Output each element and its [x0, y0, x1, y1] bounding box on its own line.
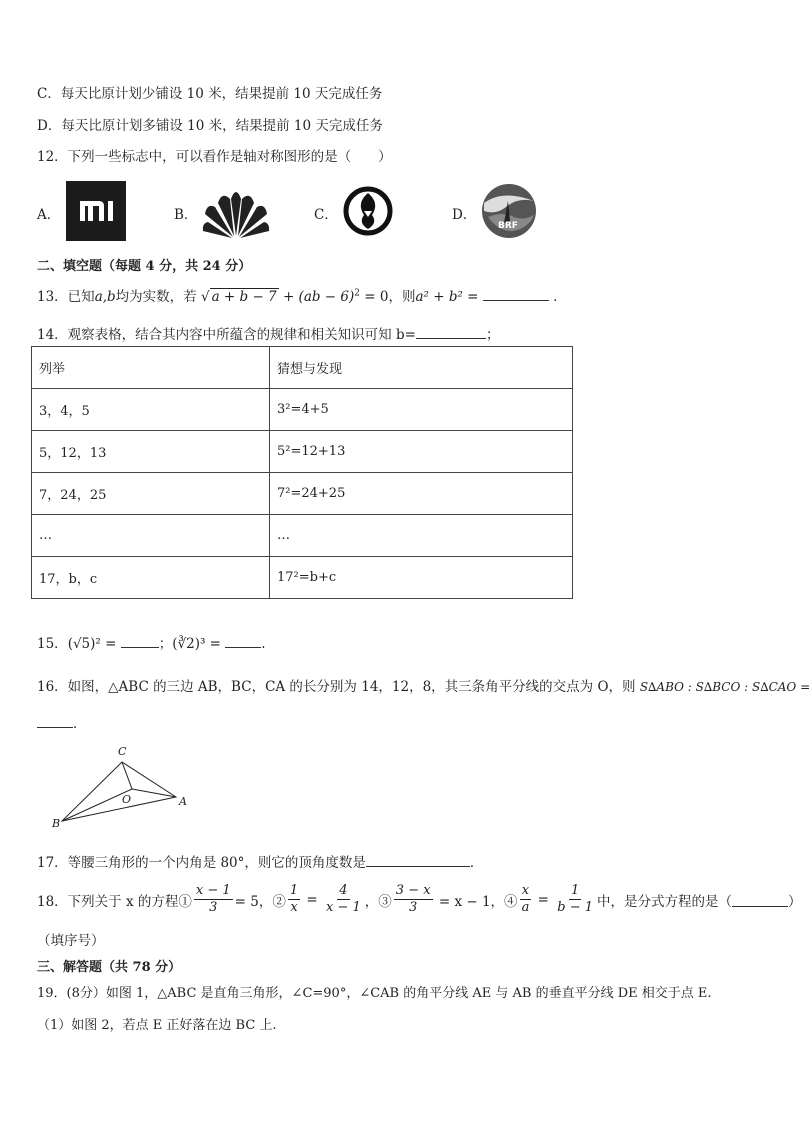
q13-vars: a,b	[94, 289, 116, 305]
huawei-petals	[200, 181, 272, 241]
table-cell: 5²=12+13	[270, 431, 573, 473]
q17-end: ．	[469, 855, 484, 871]
question-18	[37, 883, 801, 916]
q16-answer-line	[37, 712, 87, 732]
q18-eq-2: =	[302, 891, 323, 908]
table-cell: 5，12，13	[32, 431, 270, 473]
q14-end: ；	[485, 327, 500, 343]
q16-ratio: S∆ABO : S∆BCO : S∆CAO =	[639, 680, 810, 694]
q12-option-b-label: B．	[174, 207, 198, 223]
q18-eq-4: = x − 1，④	[434, 893, 518, 910]
q18-eq-3: ，③	[364, 893, 392, 910]
q18-fraction-1: $\frac{x - 1}{3}$	[195, 883, 231, 915]
triangle-figure	[48, 745, 198, 830]
section-3-heading: 三、解答题（共 78 分）	[37, 960, 182, 975]
q15-prefix: 15．	[37, 636, 68, 652]
q17-text: 17．等腰三角形的一个内角是 80°，则它的顶角度数是	[37, 855, 366, 871]
q15-blank-2[interactable]	[225, 633, 261, 648]
bat-symbol-glyph	[338, 181, 398, 241]
q18-close: ）	[787, 893, 802, 910]
table-header-cell: 列举	[32, 347, 270, 389]
table-cell: 3，4，5	[32, 389, 270, 431]
table-row	[32, 389, 573, 431]
question-12-stem: 12．下列一些标志中，可以看作是轴对称图形的是（ ）	[37, 149, 392, 165]
table-row	[32, 473, 573, 515]
q13-then: ，则	[388, 289, 416, 305]
brf-logo	[478, 181, 540, 241]
table-cell: …	[270, 515, 573, 557]
q16-text: 16．如图，△ABC 的三边 AB，BC，CA 的长分别为 14，12，8，其三条角平分线的交点为 O，则	[37, 679, 636, 695]
option-d: D．每天比原计划多铺设 10 米，结果提前 10 天完成任务	[37, 118, 383, 134]
q13-sqrt: √ a + b − 7	[200, 289, 277, 305]
xiaomi-logo-glyph	[66, 181, 126, 241]
q18-prefix: 18．下列关于 x 的方程①	[37, 893, 192, 910]
table-cell: 3²=4+5	[270, 389, 573, 431]
table-header-cell: 猜想与发现	[270, 347, 573, 389]
point-label-o: O	[122, 793, 132, 806]
option-c: C．每天比原计划少铺设 10 米，结果提前 10 天完成任务	[37, 86, 383, 102]
brf-logo-text: BRF	[498, 221, 518, 231]
observation-table	[31, 346, 573, 599]
table-row	[32, 515, 573, 557]
q15-expr1: (√5)² =	[67, 636, 117, 652]
q18-fraction-4b: $\frac{1}{b - 1}$	[557, 883, 593, 915]
q18-note: （填序号）	[37, 933, 105, 949]
brf-globe	[478, 181, 540, 241]
q18-tail: 中，是分式方程的是（	[596, 893, 732, 910]
huawei-logo	[200, 181, 272, 241]
q13-plus: + (ab − 6)	[278, 289, 355, 305]
q13-eq: = 0	[360, 289, 389, 305]
table-row	[32, 557, 573, 599]
q13-mid: 均为实数，若	[115, 289, 197, 305]
q13-answer-blank[interactable]	[483, 286, 549, 301]
q14-stem: 14．观察表格，结合其内容中所蕴含的规律和相关知识可知 b=	[37, 327, 416, 343]
table-header-row	[32, 347, 573, 389]
question-19-line-2: （1）如图 2，若点 E 正好落在边 BC 上.	[37, 1018, 277, 1033]
q15-expr2: (∛2)³ =	[172, 636, 221, 652]
xiaomi-logo	[66, 181, 126, 241]
q15-blank-1[interactable]	[121, 633, 159, 648]
point-label-b: B	[52, 817, 61, 830]
q18-fraction-2b: $\frac{4}{x - 1}$	[326, 883, 361, 915]
q12-option-d-label: D．	[452, 207, 477, 223]
point-label-c: C	[118, 745, 127, 758]
question-17	[37, 851, 483, 871]
table-cell: …	[32, 515, 270, 557]
question-19-line-1: 19．(8分）如图 1，△ABC 是直角三角形，∠C=90°，∠CAB 的角平分线 AE 与 AB 的垂直平分线 DE 相交于点 E.	[37, 986, 712, 1001]
question-14	[37, 323, 499, 343]
q16-answer-blank[interactable]	[37, 713, 73, 728]
table-cell: 17，b，c	[32, 557, 270, 599]
q17-answer-blank[interactable]	[366, 852, 470, 867]
q12-option-a-label: A．	[37, 207, 61, 223]
q13-end: ．	[553, 289, 567, 305]
q18-eq-5: =	[533, 891, 554, 908]
q13-expr: a² + b² =	[415, 289, 479, 305]
question-16	[37, 675, 810, 695]
q18-fraction-2a: $\frac{1}{x}$	[289, 883, 299, 915]
question-13	[37, 285, 567, 305]
q12-option-c-label: C．	[314, 207, 338, 223]
q15-sep: ；	[158, 636, 173, 652]
q18-fraction-3: $\frac{3 - x}{3}$	[395, 883, 431, 915]
table-cell: 7，24，25	[32, 473, 270, 515]
section-2-heading: 二、填空题（每题 4 分，共 24 分）	[37, 259, 252, 274]
q18-answer-blank[interactable]	[732, 892, 788, 907]
q14-answer-blank[interactable]	[416, 324, 486, 339]
q13-square: 2	[354, 288, 360, 299]
table-cell: 17²=b+c	[270, 557, 573, 599]
table-row	[32, 431, 573, 473]
q16-end: ．	[73, 716, 87, 732]
point-label-a: A	[179, 795, 187, 808]
table-cell: 7²=24+25	[270, 473, 573, 515]
question-15	[37, 632, 266, 652]
q13-prefix: 13．已知	[37, 289, 95, 305]
bat-symbol-logo	[338, 181, 398, 241]
q15-end: .	[261, 636, 266, 652]
q18-fraction-4a: $\frac{x}{a}$	[521, 883, 530, 915]
q18-eq-1: = 5，②	[234, 893, 286, 910]
